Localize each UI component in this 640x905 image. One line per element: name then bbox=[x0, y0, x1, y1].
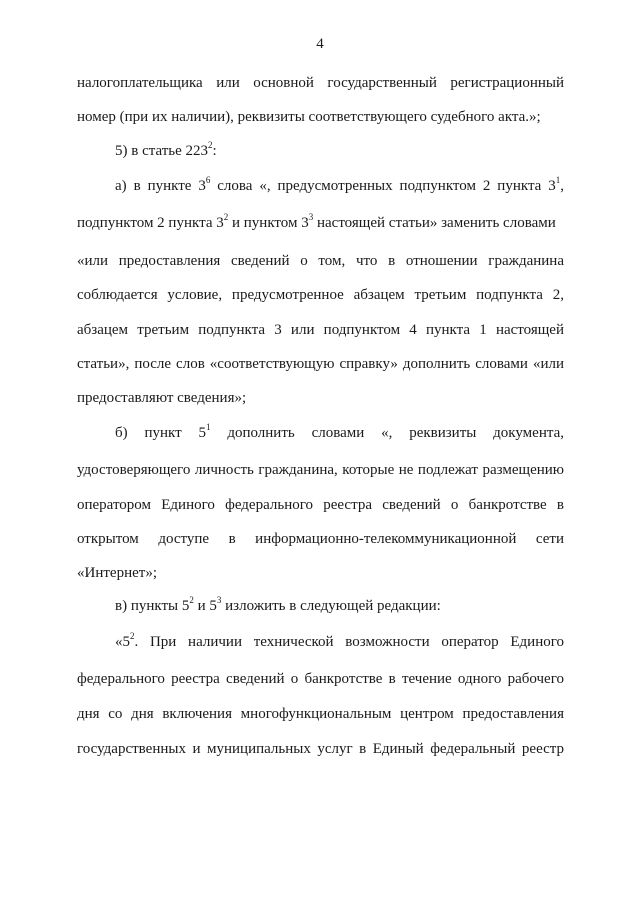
text-line bbox=[77, 389, 564, 407]
text-line bbox=[77, 496, 564, 514]
text-line bbox=[115, 142, 564, 160]
text-line bbox=[77, 461, 564, 479]
superscript: 2 bbox=[189, 595, 194, 605]
superscript: 1 bbox=[206, 422, 211, 432]
text-line bbox=[77, 740, 564, 758]
line-text: 5) в статье 223 bbox=[115, 143, 209, 159]
line-text: предоставляют сведения»; bbox=[77, 390, 247, 406]
line-text: удостоверяющего личность гражданина, которые не подлежат размещению bbox=[77, 462, 564, 478]
line-text: «Интернет»; bbox=[77, 565, 157, 581]
superscript: 6 bbox=[205, 175, 211, 185]
text-line bbox=[77, 321, 564, 339]
line-text: и пунктом 3 bbox=[228, 215, 309, 231]
line-text: , bbox=[560, 178, 565, 194]
superscript: 1 bbox=[555, 175, 561, 185]
line-text: дополнить словами «, реквизиты документа, bbox=[210, 425, 565, 441]
line-text: «или предоставления сведений о том, что в отношении гражданина bbox=[77, 253, 564, 269]
line-text: «5 bbox=[115, 634, 130, 650]
text-line bbox=[115, 633, 564, 651]
text-line bbox=[77, 108, 564, 126]
text-line bbox=[77, 252, 564, 270]
superscript: 2 bbox=[208, 140, 213, 150]
line-text: номер (при их наличии), реквизиты соответствующего судебного акта.»; bbox=[77, 109, 541, 125]
text-line bbox=[77, 286, 564, 304]
line-text: : bbox=[212, 143, 217, 159]
line-text: абзацем третьим подпункта 3 или подпунктом 4 пункта 1 настоящей bbox=[77, 322, 564, 338]
line-text: изложить в следующей редакции: bbox=[221, 598, 441, 614]
line-text: слова «, предусмотренных подпунктом 2 пункта 3 bbox=[210, 178, 556, 194]
text-line bbox=[77, 74, 564, 92]
line-text: федерального реестра сведений о банкротстве в течение одного рабочего bbox=[77, 671, 564, 687]
line-text: государственных и муниципальных услуг в Единый федеральный реестр bbox=[77, 741, 564, 757]
line-text: статьи», после слов «соответствующую справку» дополнить словами «или bbox=[77, 356, 564, 372]
superscript: 2 bbox=[223, 212, 229, 222]
line-text: а) в пункте 3 bbox=[115, 178, 206, 194]
line-text: открытом доступе в информационно-телекоммуникационной сети bbox=[77, 531, 564, 547]
line-text: настоящей статьи» заменить словами bbox=[313, 215, 556, 231]
text-line bbox=[115, 597, 564, 615]
superscript: 3 bbox=[216, 595, 222, 605]
line-text: оператором Единого федерального реестра сведений о банкротстве в bbox=[77, 497, 564, 513]
superscript: 3 bbox=[308, 212, 314, 222]
superscript: 2 bbox=[130, 631, 135, 641]
text-line bbox=[115, 424, 564, 442]
line-text: подпунктом 2 пункта 3 bbox=[77, 215, 224, 231]
line-text: . При наличии технической возможности оператор Единого bbox=[134, 634, 564, 650]
line-text: соблюдается условие, предусмотренное абзацем третьим подпункта 2, bbox=[77, 287, 564, 303]
line-text: и 5 bbox=[193, 598, 217, 614]
text-line bbox=[77, 670, 564, 688]
page-number: 4 bbox=[316, 36, 324, 52]
text-line bbox=[77, 355, 564, 373]
line-text: б) пункт 5 bbox=[115, 425, 206, 441]
text-line bbox=[77, 530, 564, 548]
text-line bbox=[77, 564, 564, 582]
line-text: налогоплательщика или основной государственный регистрационный bbox=[77, 75, 564, 91]
line-text: в) пункты 5 bbox=[115, 598, 190, 614]
line-text: дня со дня включения многофункциональным центром предоставления bbox=[77, 706, 564, 722]
text-line bbox=[77, 705, 564, 723]
text-line bbox=[77, 214, 564, 232]
text-line bbox=[115, 177, 564, 195]
